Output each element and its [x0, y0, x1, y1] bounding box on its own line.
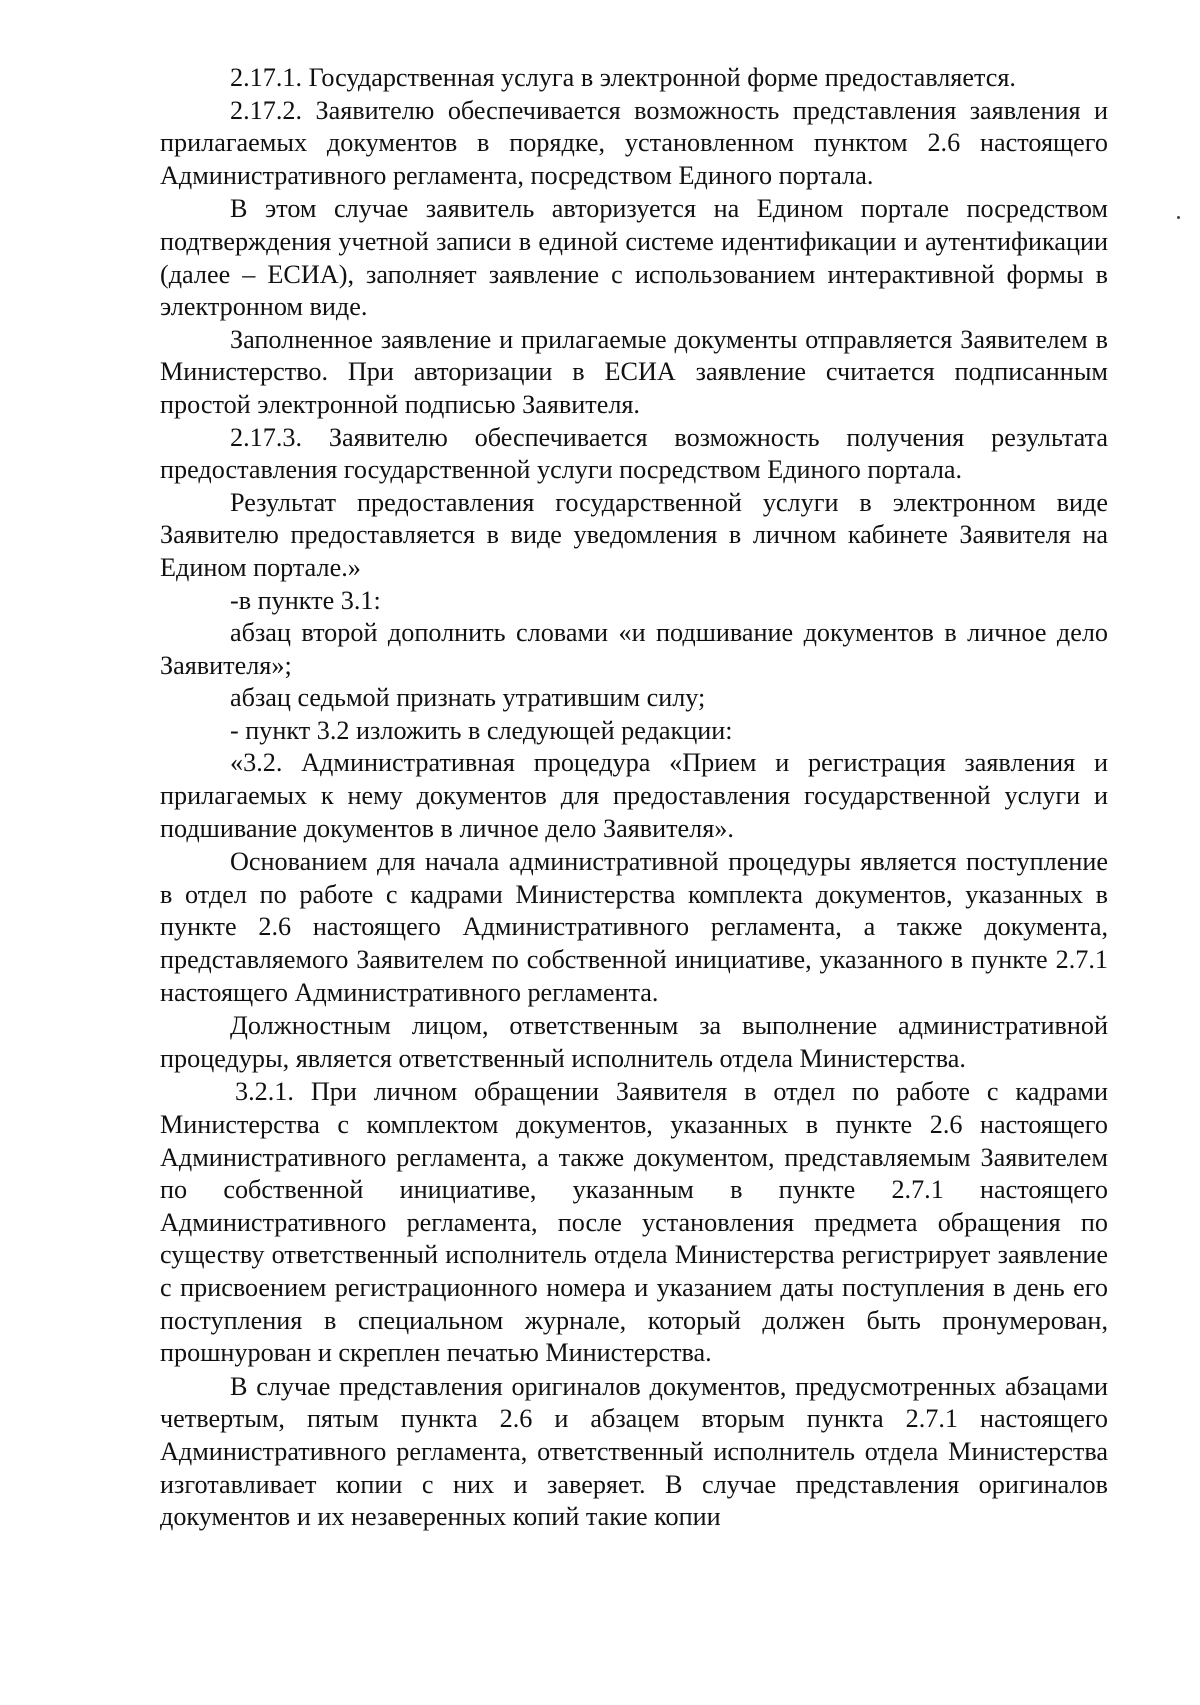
paragraph-point-3-2-intro: - пункт 3.2 изложить в следующей редакции:	[230, 715, 733, 745]
paragraph-point-3-1: -в пункте 3.1:	[230, 585, 381, 615]
scan-speck	[1177, 216, 1180, 219]
paragraph-2-17-2: 2.17.2. Заявителю обеспечивается возможность представления заявления и прилагаемых документов в порядке, установленном пунктом 2.6 настоящего Административного регламента, посредством Единого портала.	[160, 95, 1108, 190]
paragraph-result-notification: Результат предоставления государственной услуги в электронном виде Заявителю предоставляется в виде уведомления в личном кабинете Заявителя на Едином портале.»	[160, 487, 1108, 582]
paragraph-3-2-1: 3.2.1. При личном обращении Заявителя в отдел по работе с кадрами Министерства с комплектом документов, указанных в пункте 2.6 настоящего Административного регламента, а также документом, представляемым Заявителем по собственной инициативе, указанным в пункте 2.7.1 настоящего Административного регламента, после установления предмета обращения по существу ответственный исполнитель отдела Министерства регистрирует заявление с присвоением регистрационного номера и указанием даты поступления в день его поступления в специальном журнале, который должен быть пронумерован, прошнурован и скреплен печатью Министерства.	[160, 1077, 1108, 1368]
paragraph-3-2-title: «3.2. Административная процедура «Прием и регистрация заявления и прилагаемых к нему документов для предоставления государственной услуги и подшивание документов в личное дело Заявителя».	[160, 748, 1108, 843]
paragraph-esia-authorization: В этом случае заявитель авторизуется на Едином портале посредством подтверждения учетной записи в единой системе идентификации и аутентификации (далее – ЕСИА), заполняет заявление с использованием интерактивной формы в электронном виде.	[160, 194, 1108, 322]
document-page	[160, 62, 1108, 1534]
paragraph-submission: Заполненное заявление и прилагаемые документы отправляется Заявителем в Министерство. При авторизации в ЕСИА заявление считается подписанным простой электронной подписью Заявителя.	[160, 324, 1108, 419]
paragraph-basis: Основанием для начала административной процедуры является поступление в отдел по работе с кадрами Министерства комплекта документов, указанных в пункте 2.6 настоящего Административного регламента, а также документа, представляемого Заявителем по собственной инициативе, указанного в пункте 2.7.1 настоящего Административного регламента.	[160, 847, 1108, 1007]
paragraph-abzac-sedmoy: абзац седьмой признать утратившим силу;	[230, 683, 706, 713]
paragraph-2-17-3: 2.17.3. Заявителю обеспечивается возможность получения результата предоставления государственной услуги посредством Единого портала.	[160, 422, 1108, 485]
paragraph-2-17-1: 2.17.1. Государственная услуга в электронной форме предоставляется.	[230, 63, 1016, 92]
paragraph-originals-copies: В случае представления оригиналов документов, предусмотренных абзацами четвертым, пятым пункта 2.6 и абзацем вторым пункта 2.7.1 настоящего Административного регламента, ответственный исполнитель отдела Министерства изготавливает копии с них и заверяет. В случае представления оригиналов документов и их незаверенных копий такие копии	[160, 1371, 1108, 1532]
paragraph-abzac-vtoroy: абзац второй дополнить словами «и подшивание документов в личное дело Заявителя»;	[160, 618, 1108, 680]
paragraph-responsible-person: Должностным лицом, ответственным за выполнение административной процедуры, является ответственный исполнитель отдела Министерства.	[160, 1011, 1108, 1073]
